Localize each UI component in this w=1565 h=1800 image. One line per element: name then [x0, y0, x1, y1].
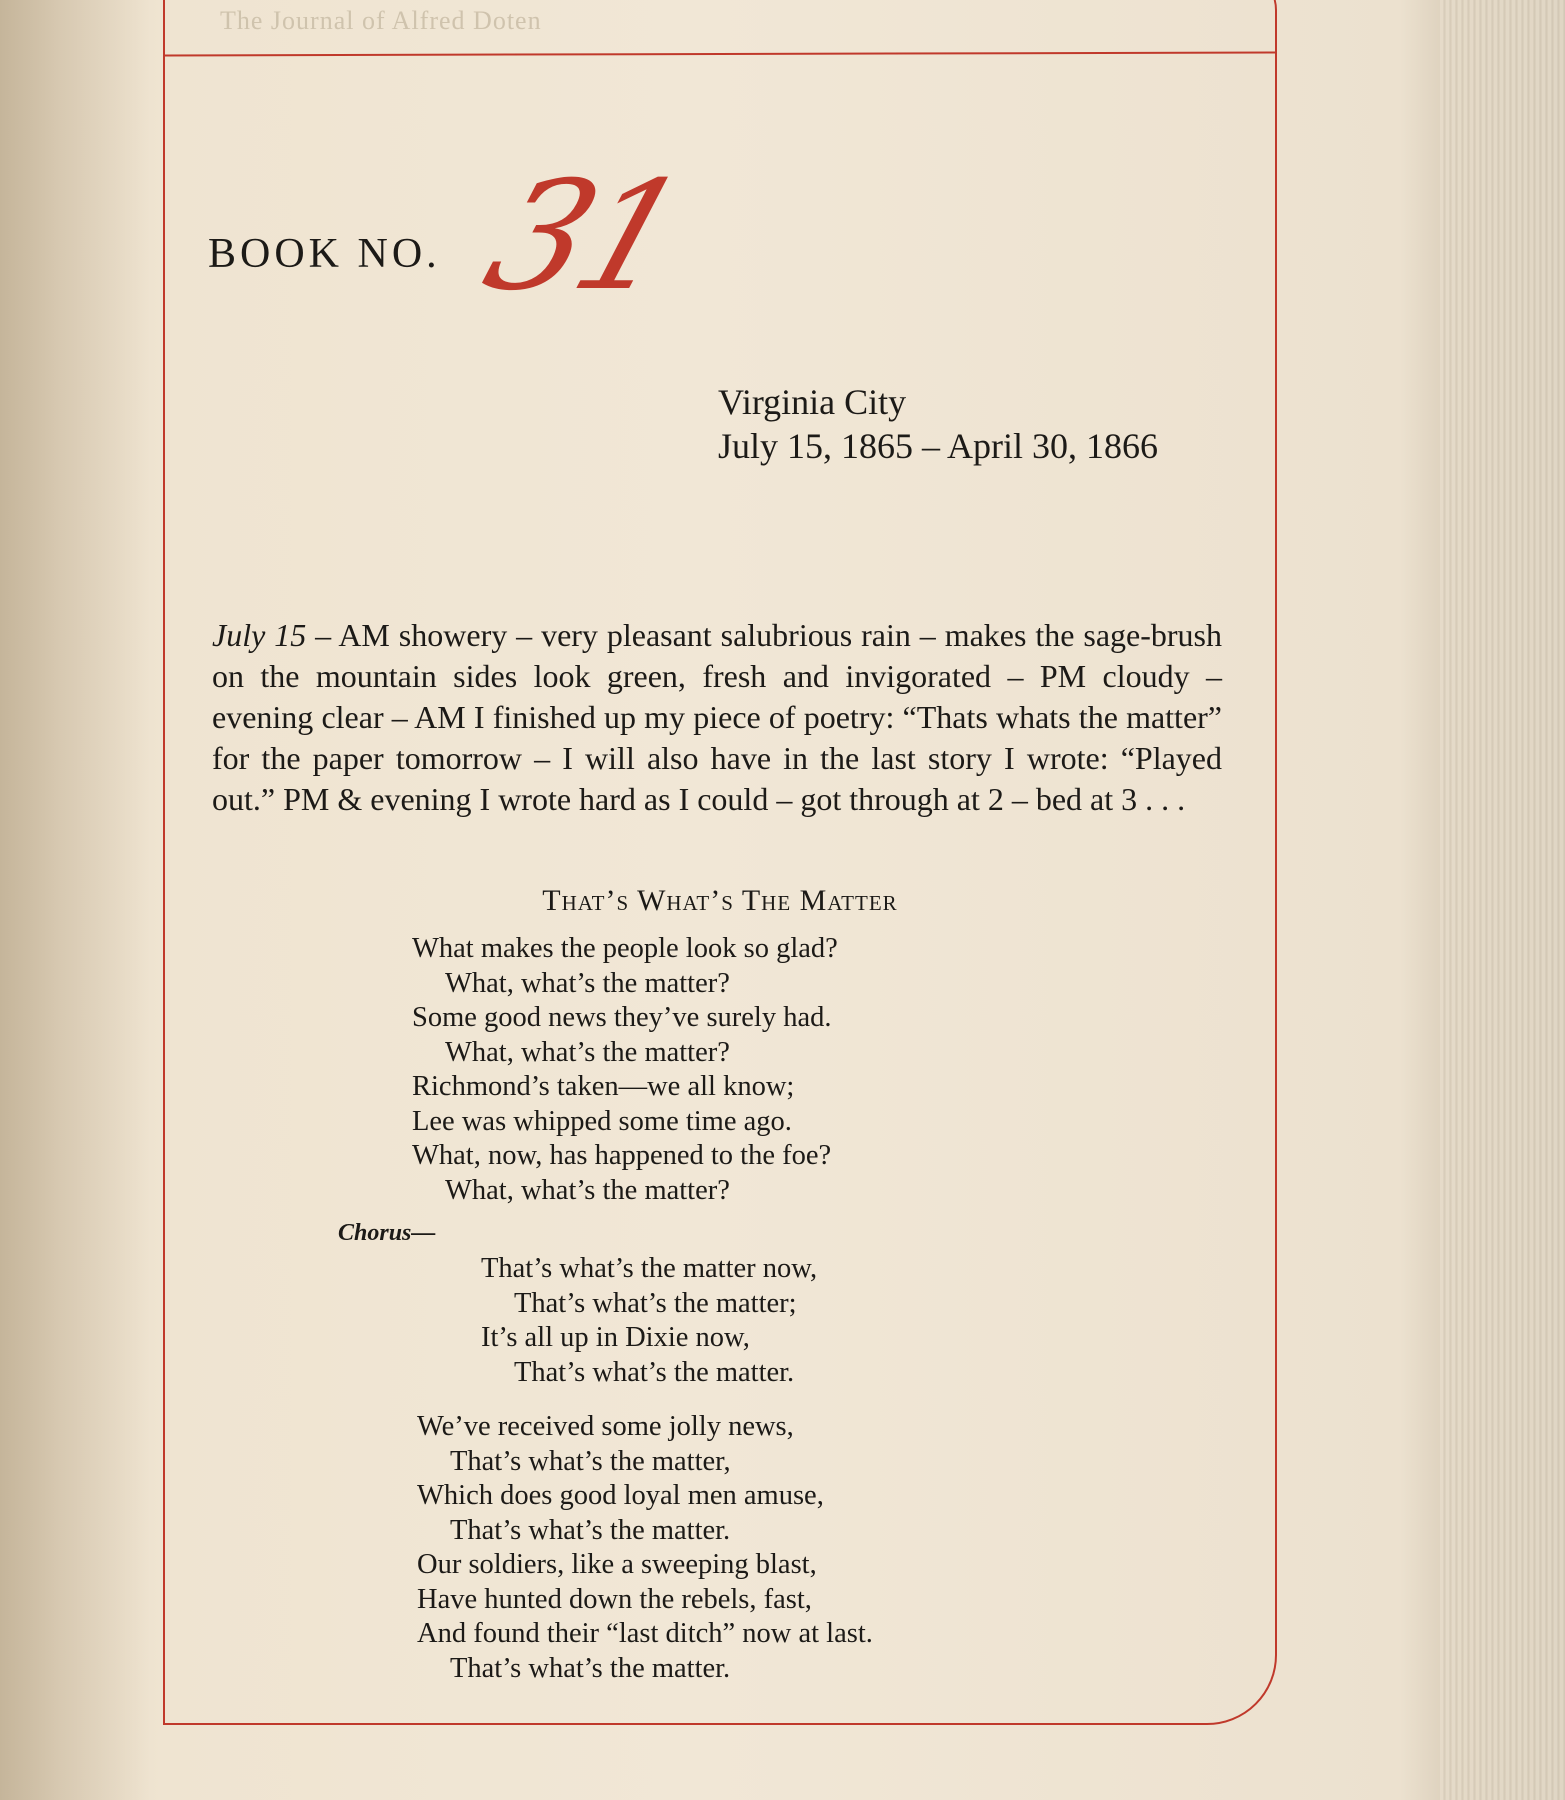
- city: Virginia City: [718, 382, 907, 422]
- poem-line: That’s what’s the matter.: [450, 1514, 731, 1546]
- poem-line: That’s what’s the matter.: [450, 1652, 731, 1684]
- poem-line: That’s what’s the matter,: [450, 1445, 731, 1477]
- page-edges: [1440, 0, 1565, 1800]
- journal-entry: [212, 615, 1222, 820]
- poem-title: That’s What’s The Matter: [542, 884, 898, 917]
- chorus-label: Chorus—: [338, 1220, 436, 1246]
- poem-line: Have hunted down the rebels, fast,: [417, 1583, 812, 1615]
- poem-line: What, now, has happened to the foe?: [412, 1140, 832, 1171]
- poem-line: What, what’s the matter?: [445, 1174, 730, 1206]
- chorus: [481, 1252, 817, 1390]
- date-range: July 15, 1865 – April 30, 1866: [718, 426, 1159, 466]
- poem-line: Which does good loyal men amuse,: [417, 1480, 824, 1511]
- poem-line: That’s what’s the matter.: [514, 1356, 795, 1388]
- poem-line: That’s what’s the matter;: [514, 1287, 797, 1319]
- poem-line: It’s all up in Dixie now,: [481, 1322, 750, 1353]
- book-gutter-shadow: [0, 0, 150, 1800]
- poem-line: What makes the people look so glad?: [412, 933, 838, 964]
- place-and-dates: [718, 380, 1158, 468]
- book-label: BOOK NO.: [208, 231, 441, 277]
- poem-line: Richmond’s taken—we all know;: [412, 1071, 795, 1102]
- poem-line: That’s what’s the matter now,: [481, 1253, 818, 1284]
- poem-line: We’ve received some jolly news,: [417, 1411, 794, 1442]
- poem-line: And found their “last ditch” now at last.: [417, 1618, 873, 1649]
- poem-line: Lee was whipped some time ago.: [412, 1105, 792, 1137]
- running-head: The Journal of Alfred Doten: [220, 6, 542, 35]
- stanza-1: [412, 932, 838, 1208]
- poem-line: Some good news they’ve surely had.: [412, 1002, 832, 1033]
- poem-line: Our soldiers, like a sweeping blast,: [417, 1549, 817, 1580]
- book-number: 31: [466, 150, 699, 324]
- poem-line: What, what’s the matter?: [445, 967, 730, 999]
- poem-line: What, what’s the matter?: [445, 1036, 730, 1068]
- entry-text: – AM showery – very pleasant salubrious rain – makes the sage-brush on the mountain sides look green, fresh and invigorated – PM cloudy – evening clear – AM I finished up my piece of poetry: “Thats whats the matter” for the paper tomorrow – I will also have in the last story I wrote: “Played out.” PM & evening I wrote hard as I could – got through at 2 – bed at 3 . . .: [212, 617, 1223, 817]
- entry-date: July 15: [212, 617, 307, 653]
- stanza-2: [417, 1410, 873, 1686]
